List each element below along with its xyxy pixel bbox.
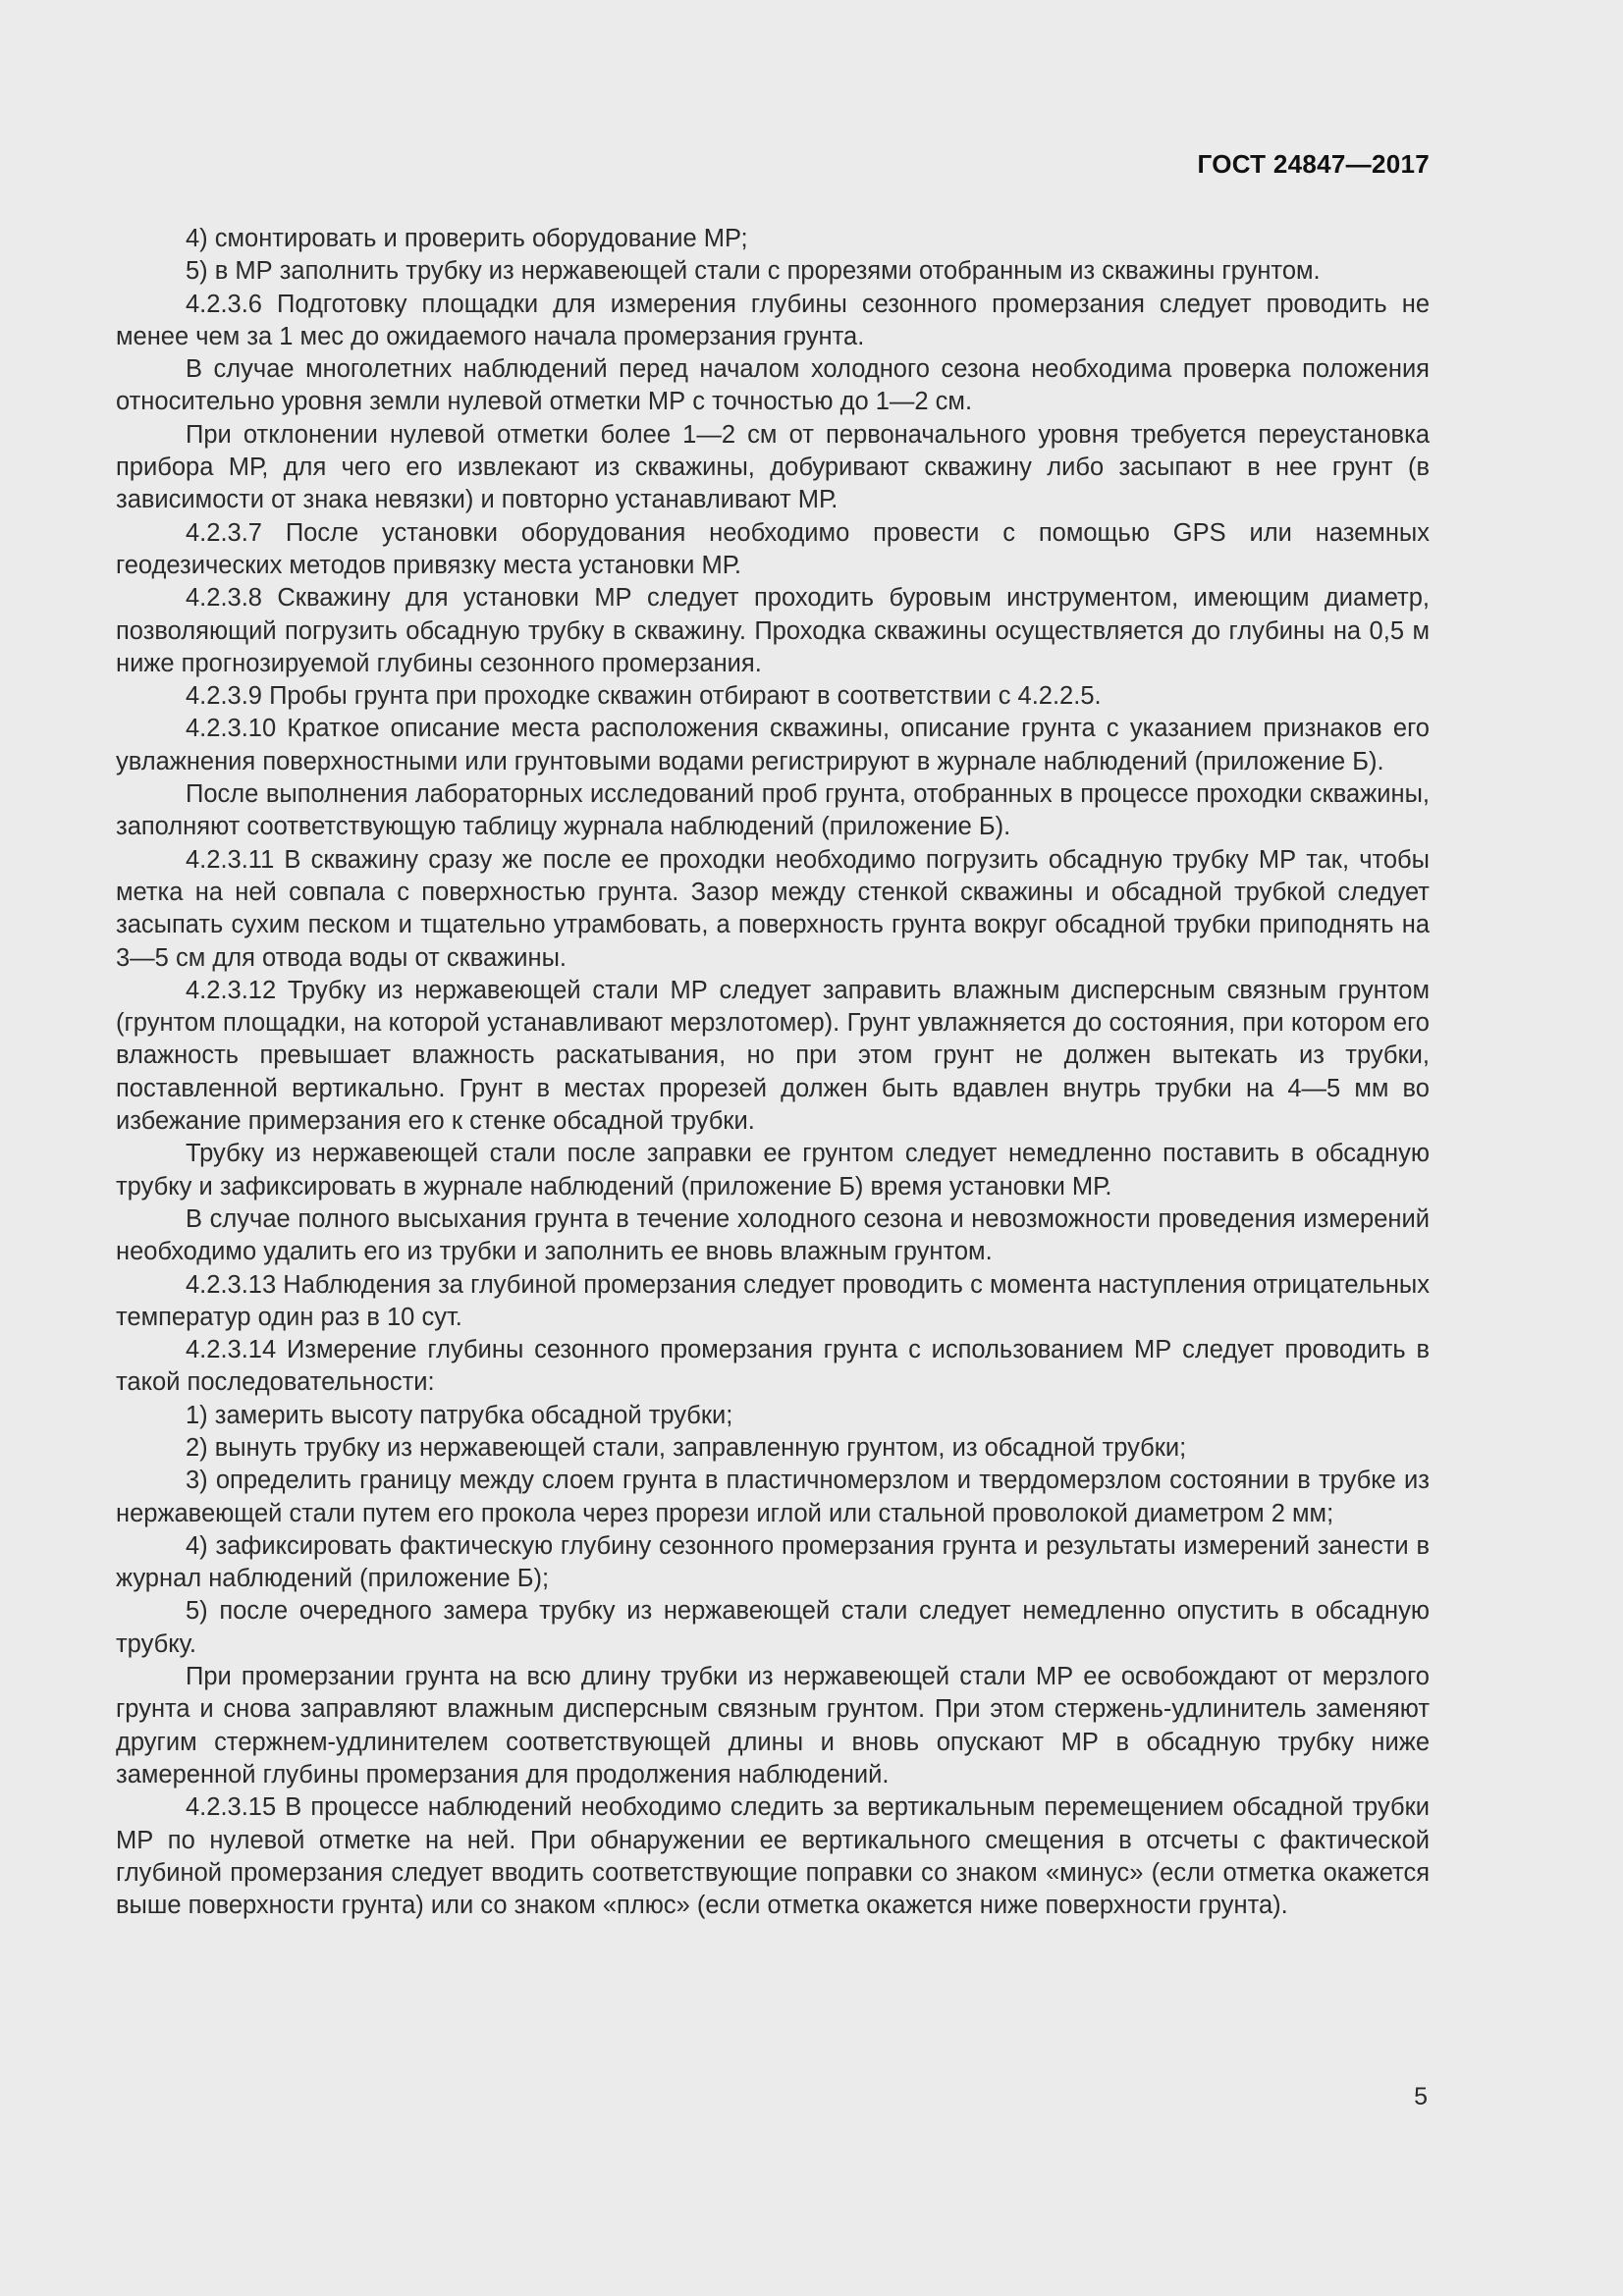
paragraph: 4) зафиксировать фактическую глубину сезонного промерзания грунта и результаты измерений занести в журнал наблюдений (приложение Б); (116, 1531, 1430, 1593)
paragraph: Трубку из нержавеющей стали после заправки ее грунтом следует немедленно поставить в обсадную трубку и зафиксировать в журнале наблюдений (приложение Б) время установки МР. (116, 1140, 1430, 1201)
paragraph: 4.2.3.11 В скважину сразу же после ее проходки необходимо погрузить обсадную трубку МР так, чтобы метка на ней совпала с поверхностью грунта. Зазор между стенкой скважины и обсадной трубкой следует засыпать сухим песком и тщательно утрамбовать, а поверхность грунта вокруг обсадной трубки приподнять на 3—5 см для отвода воды от скважины. (116, 845, 1430, 972)
paragraph: 4.2.3.13 Наблюдения за глубиной промерзания следует проводить с момента наступления отрицательных температур один раз в 10 сут. (116, 1270, 1430, 1331)
paragraph: При промерзании грунта на всю длину трубки из нержавеющей стали МР ее освобождают от мерзлого грунта и снова заправляют влажным дисперсным связным грунтом. При этом стержень-удлинитель заменяют другим стержнем-удлинителем соответствующей длины и вновь опускают МР в обсадную трубку ниже замеренной глубины промерзания для продолжения наблюдений. (116, 1663, 1430, 1789)
paragraph: 5) после очередного замера трубку из нержавеющей стали следует немедленно опустить в обсадную трубку. (116, 1597, 1430, 1658)
paragraph: 4.2.3.12 Трубку из нержавеющей стали МР следует заправить влажным дисперсным связным грунтом (грунтом площадки, на которой устанавливают мерзлотомер). Грунт увлажняется до состояния, при котором его влажность превышает влажность раскатывания, но при этом грунт не должен вытекать из трубки, поставленной вертикально. Грунт в местах прорезей должен быть вдавлен внутрь трубки на 4—5 мм во избежание примерзания его к стенке обсадной трубки. (116, 976, 1430, 1136)
paragraph: 4.2.3.14 Измерение глубины сезонного промерзания грунта с использованием МР следует проводить в такой последовательности: (116, 1336, 1430, 1397)
paragraph: 4.2.3.15 В процессе наблюдений необходимо следить за вертикальным перемещением обсадной трубки МР по нулевой отметке на ней. При обнаружении ее вертикального смещения в отсчеты с фактической глубиной промерзания следует вводить соответствующие поправки со знаком «минус» (если отметка окажется выше поверхности грунта) или со знаком «плюс» (если отметка окажется ниже поверхности грунта). (116, 1793, 1430, 1920)
paragraph: 1) замерить высоту патрубка обсадной трубки; (186, 1401, 733, 1429)
paragraph: При отклонении нулевой отметки более 1—2 см от первоначального уровня требуется переустановка прибора МР, для чего его извлекают из скважины, добуривают скважину либо засыпают в нее грунт (в зависимости от знака невязки) и повторно устанавливают МР. (116, 420, 1430, 514)
paragraph: 4.2.3.8 Скважину для установки МР следует проходить буровым инструментом, имеющим диаметр, позволяющий погрузить обсадную трубку в скважину. Проходка скважины осуществляется до глубины на 0,5 м ниже прогнозируемой глубины сезонного промерзания. (116, 584, 1430, 677)
paragraph: После выполнения лабораторных исследований проб грунта, отобранных в процессе проходки скважины, заполняют соответствующую таблицу журнала наблюдений (приложение Б). (116, 780, 1430, 841)
paragraph: 5) в МР заполнить трубку из нержавеющей стали с прорезями отобранным из скважины грунтом. (186, 257, 1321, 286)
paragraph: 4.2.3.7 После установки оборудования необходимо провести с помощью GPS или наземных геодезических методов привязку места установки МР. (116, 518, 1430, 579)
paragraph: В случае многолетних наблюдений перед началом холодного сезона необходима проверка положения относительно уровня земли нулевой отметки МР с точностью до 1—2 см. (116, 355, 1430, 416)
paragraph: 3) определить границу между слоем грунта в пластичномерзлом и твердомерзлом состоянии в трубке из нержавеющей стали путем его прокола через прорези иглой или стальной проволокой диаметром 2 мм; (116, 1467, 1430, 1527)
standard-header: ГОСТ 24847—2017 (1197, 149, 1430, 179)
paragraph: 4.2.3.10 Краткое описание места расположения скважины, описание грунта с указанием признаков его увлажнения поверхностными или грунтовыми водами регистрируют в журнале наблюдений (приложение Б). (116, 715, 1430, 775)
paragraph: 4) смонтировать и проверить оборудование МР; (186, 225, 748, 252)
paragraph: 2) вынуть трубку из нержавеющей стали, заправленную грунтом, из обсадной трубки; (186, 1433, 1187, 1462)
paragraph: 4.2.3.9 Пробы грунта при проходке скважин отбирают в соответствии с 4.2.2.5. (186, 682, 1102, 711)
paragraph: 4.2.3.6 Подготовку площадки для измерения глубины сезонного промерзания следует проводить не менее чем за 1 мес до ожидаемого начала промерзания грунта. (116, 290, 1430, 350)
paragraph: В случае полного высыхания грунта в течение холодного сезона и невозможности проведения измерений необходимо удалить его из трубки и заполнить ее вновь влажным грунтом. (116, 1204, 1430, 1266)
document-body (116, 223, 1430, 1922)
page-number: 5 (1414, 2083, 1428, 2110)
